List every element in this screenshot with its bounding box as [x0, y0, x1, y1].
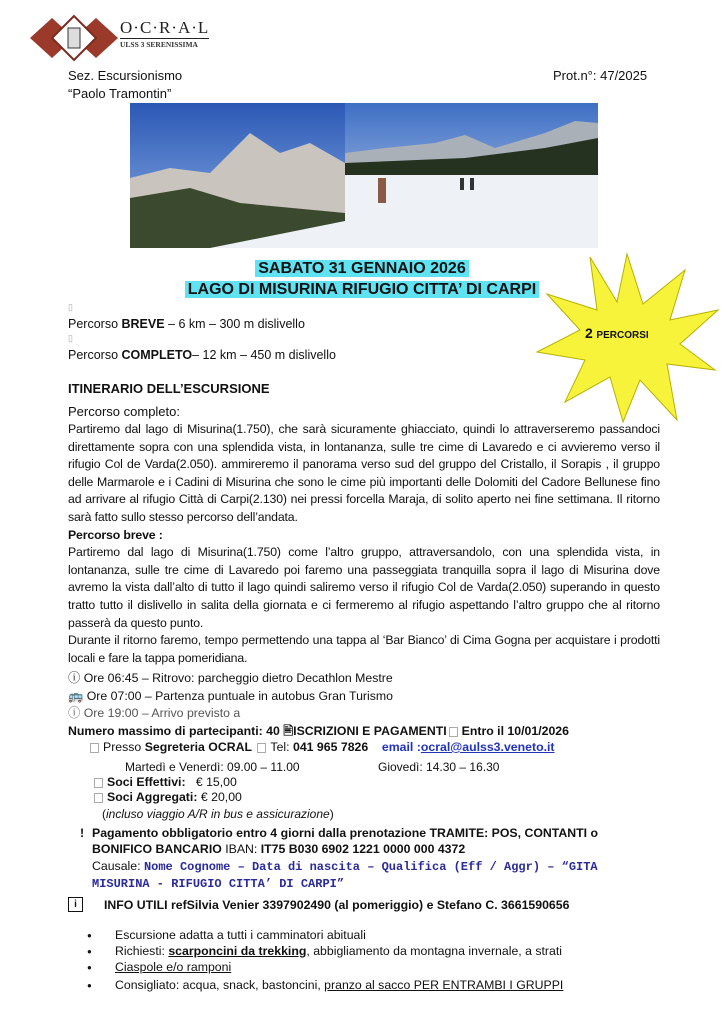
protocol-number: Prot.n°: 47/2025: [553, 68, 648, 83]
short-route-text: Partiremo dal lago di Misurina(1.750) come l’altro gruppo, attraversandolo, con una splendida vista, in lontananza, sulle tre cime di Lavaredo poi faremo una passeggiata tranquilla sopra il lago di Misurina dove avremo la vista dall’alto di tutto il lago quindi saliremo verso il rifugio Col de Varda(2.050) superando in questo tratto tutto il dislivello in salita della giornata e ci fermeremo al rifugio aspettando l’altro gruppo che al ritorno passerà da questo punto.: [68, 545, 660, 630]
event-date: SABATO 31 GENNAIO 2026: [0, 260, 724, 278]
percorsi-badge-text: 2 PERCORSI: [585, 325, 649, 341]
payment-info: ! Pagamento obbligatorio entro 4 giorni dalla prenotazione TRAMITE: POS, CONTANTI o BONIFICO BANCARIO IBAN: IT75 B030 6902 1221 0000 000 4372 Causale: Nome Cognome – Data di nascita – Qualifica (Eff / Aggr) – “GITA MISURINA - RIFUGIO CITTA’ DI CARPI”: [80, 825, 599, 892]
list-item: ● Consigliato: acqua, snack, bastoncini, pranzo al sacco PER ENTRAMBI I GRUPPI: [87, 977, 660, 993]
list-item: ● Richiesti: scarponcini da trekking, abbigliamento da montagna invernale, a strati: [87, 943, 660, 959]
event-destination: LAGO DI MISURINA RIFUGIO CITTA’ DI CARPI: [0, 281, 724, 299]
bullet-placeholder: ▯: [68, 333, 73, 343]
complete-route-text: Partiremo dal lago di Misurina(1.750), che sarà sicuramente ghiacciato, quindi lo attraverseremo passandoci direttamente sopra con una splendida vista, in lontananza, sulle tre cime di Lavaredo e ci avvieremo verso il rifugio Col de Varda(2.050). ammireremo il panorama verso sud del gruppo del Cristallo, il Sorapis , il gruppo delle Marmarole e i Cadini di Misurina che sono le cime più importanti delle Dolomiti del Cadore Bellunese fino ad arrivare al rifugio Città di Carpi(2.130) nei pressi forcella Maraja, di solito aperto nei fine settimana. Il ritorno sarà fatto sullo stesso percorso dell’andata.: [68, 422, 660, 524]
list-item: ● Escursione adatta a tutti i camminatori abituali: [87, 927, 660, 943]
hours-tue-fri: Martedì e Venerdì: 09.00 – 11.00: [125, 759, 300, 774]
clock-icon: ⓘ: [68, 671, 81, 686]
logo-subtitle: ULSS 3 SERENISSIMA: [120, 40, 198, 49]
itinerary-heading: ITINERARIO DELL’ESCURSIONE: [68, 381, 270, 396]
fee-effective: Soci Effettivi: € 15,00: [92, 775, 660, 791]
logo-name: O·C·R·A·L: [120, 18, 210, 37]
office-line: Presso Segreteria OCRAL Tel: 041 965 7826 email :ocral@aulss3.veneto.it: [88, 739, 660, 755]
schedule: [68, 670, 660, 723]
schedule-item: ⓘ Ore 19:00 – Arrivo previsto a: [68, 706, 241, 721]
list-item: ● Ciaspole e/o ramponi: [87, 959, 660, 975]
notes-list: [87, 927, 660, 993]
clock-icon: ⓘ: [68, 706, 81, 721]
info-row: [68, 897, 660, 913]
email-link[interactable]: ocral@aulss3.veneto.it: [420, 739, 555, 754]
fee-aggregate: Soci Aggregati: € 20,00: [92, 790, 660, 806]
lake-photo-right: [345, 103, 598, 248]
info-contacts: INFO UTILI refSilvia Venier 3397902490 (al pomeriggio) e Stefano C. 3661590656: [104, 897, 570, 912]
info-icon: i: [68, 897, 83, 912]
return-text: Durante il ritorno faremo, tempo permettendo una tappa al ‘Bar Bianco’ di Cima Gogna per acquistare i prodotti locali e fare la tappa pomeridiana.: [68, 633, 660, 665]
section-subtitle: “Paolo Tramontin”: [68, 86, 172, 101]
fee-includes: (incluso viaggio A/R in bus e assicurazione): [102, 806, 334, 821]
hours-thu: Giovedì: 14.30 – 16.30: [378, 759, 500, 774]
short-route-label: Percorso breve :: [68, 527, 163, 542]
section-name: Sez. Escursionismo: [68, 68, 183, 83]
schedule-item: 🚌 Ore 07:00 – Partenza puntuale in autobus Gran Turismo: [68, 688, 393, 703]
itinerary-text: [68, 421, 660, 667]
route-complete: Percorso COMPLETO– 12 km – 450 m dislivello: [68, 348, 336, 362]
office-hours: [68, 759, 660, 775]
complete-route-label: Percorso completo:: [68, 404, 180, 419]
route-short: Percorso BREVE – 6 km – 300 m dislivello: [68, 317, 305, 331]
bullet-placeholder: ▯: [68, 302, 73, 312]
warning-icon: !: [80, 825, 85, 840]
registration-line: Numero massimo di partecipanti: 40 🖹ISCRIZIONI E PAGAMENTI Entro il 10/01/2026: [68, 723, 569, 738]
mountain-photo-left: [130, 103, 345, 248]
schedule-item: ⓘ Ore 06:45 – Ritrovo: parcheggio dietro Decathlon Mestre: [68, 671, 393, 686]
main-content: [68, 380, 660, 1023]
document-icon: 🖹: [283, 723, 294, 738]
bus-icon: 🚌: [68, 688, 84, 703]
